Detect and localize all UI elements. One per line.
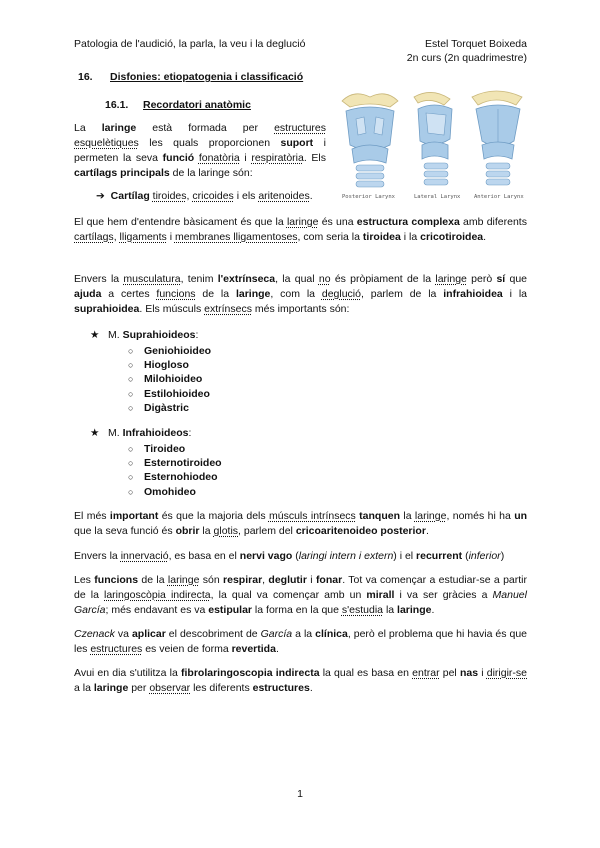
header-course-year: 2n curs (2n quadrimestre) [406,52,527,64]
anterior-larynx-drawing [472,91,522,185]
suprahyoid-heading: ★ M. Suprahioideos: [90,329,199,341]
posterior-larynx-drawing [342,94,398,187]
list-item: ○ Estilohioideo [128,387,211,401]
header-author [407,37,527,65]
lateral-larynx-drawing [414,92,452,185]
section-title: Disfonies: etiopatogenia i classificació [110,71,304,83]
list-item: ○ Geniohioideo [128,344,211,358]
larynx-figure-svg [334,83,532,203]
caption-lateral: Lateral Larynx [414,194,461,200]
subsection-title: Recordatori anatòmic [143,99,251,111]
section-number: 16. [78,71,93,83]
list-item: ○ Hiogloso [128,358,211,372]
section-heading [78,71,303,83]
header-author-name: Estel Torquet Boixeda [425,38,527,50]
larynx-illustration [334,83,532,203]
list-item: ○ Esternohiodeo [128,470,222,484]
header-course-title: Patologia de l'audició, la parla, la veu i la deglució [74,38,306,50]
paragraph-intrinsic-muscles: El més important és que la majoria dels músculs intrínsecs tanquen la laringe, només hi ha un que la seva funció és obrir la glotis, parlem del cricoaritenoideo posterior. [74,510,528,537]
list-item: ○ Esternotiroideo [128,456,222,470]
arrow-icon: ➔ [96,190,105,202]
subsection-number: 16.1. [105,99,129,111]
list-item: ○ Digàstric [128,401,211,415]
suprahyoid-list [128,344,211,415]
star-icon: ★ [90,427,100,439]
paragraph-fibrolaryngoscopy: Avui en dia s'utilitza la fibrolaringoscopia indirecta la qual es basa en entrar pel nas i dirigir-se a la laringe per observar les diferents estructures. [74,667,527,694]
paragraph-musculature: Envers la musculatura, tenim l'extrínseca, la qual no és pròpiament de la laringe però sí que ajuda a certes funcions de la laringe, com la deglució, parlem de la infrahioidea i la suprahioidea. Els músculs extrínsecs més importants són: [74,273,528,315]
paragraph-innervation: Envers la innervació, es basa en el nervi vago (laringi intern i extern) i el recurrent (inferior) [74,550,505,562]
infrahyoid-heading: ★ M. Infrahioideos: [90,427,192,439]
page-number: 1 [297,788,303,800]
list-item: ○ Omohideo [128,485,222,499]
intro-paragraph: La laringe està formada per estructures esquelètiques les quals proporcionen suport i permeten la seva funció fonatòria i respiratòria. Els cartílags principals de la laringe són: [74,122,327,179]
infrahyoid-list [128,442,222,499]
star-icon: ★ [90,329,100,341]
list-item: ○ Tiroideo [128,442,222,456]
caption-posterior: Posterior Larynx [342,194,395,200]
paragraph-functions: Les funcions de la laringe són respirar, deglutir i fonar. Tot va començar a estudiar-se a partir de la laringoscòpia indirecta, la qual va començar amb un mirall i va ser gràcies a Manuel García; més endavant es va estipular la forma en la que s'estudia la laringe. [74,574,528,616]
paragraph-structure: El que hem d'entendre bàsicament és que la laringe és una estructura complexa amb diferents cartílags, lligaments i membranes lligamentoses, com seria la tiroidea i la cricotiroidea. [74,216,527,243]
caption-anterior: Anterior Larynx [474,194,524,200]
subsection-heading [105,99,251,111]
cartilage-list-item: ➔ Cartílag tiroides, cricoides i els aritenoides. [96,190,313,202]
paragraph-czenack: Czenack va aplicar el descobriment de García a la clínica, però el problema que hi havia és que les estructures es veien de forma revertida. [74,628,528,655]
list-item: ○ Milohioideo [128,372,211,386]
